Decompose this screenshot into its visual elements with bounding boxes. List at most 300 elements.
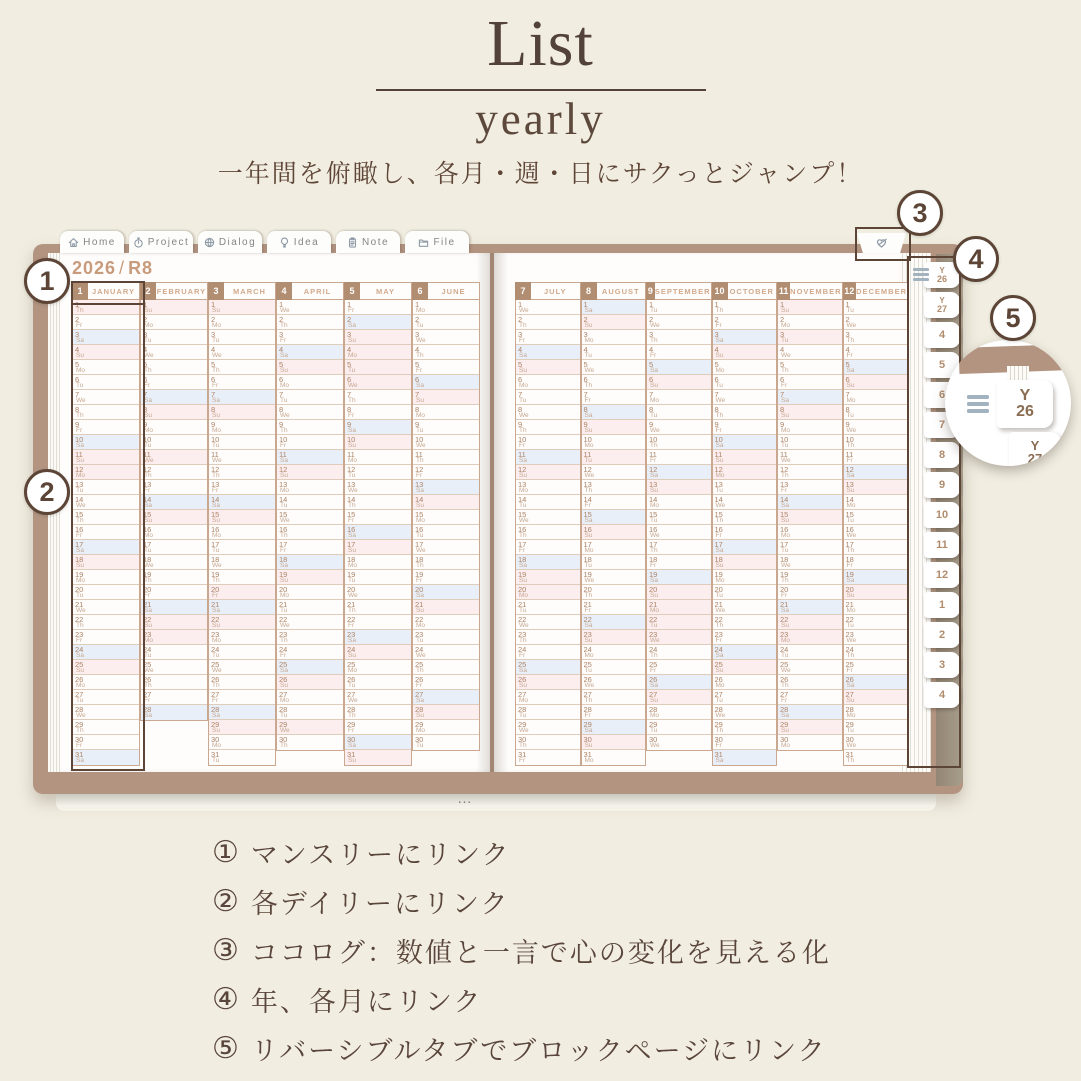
day-cell[interactable] bbox=[209, 450, 275, 465]
day-cell[interactable] bbox=[647, 675, 711, 690]
day-cell[interactable] bbox=[516, 675, 580, 690]
day-cell[interactable] bbox=[516, 360, 580, 375]
month-header[interactable] bbox=[515, 282, 581, 300]
day-cell[interactable] bbox=[713, 315, 777, 330]
day-cell[interactable] bbox=[844, 735, 908, 750]
day-cell[interactable] bbox=[209, 600, 275, 615]
day-cell[interactable] bbox=[413, 690, 479, 705]
day-cell[interactable] bbox=[647, 735, 711, 750]
day-cell[interactable] bbox=[713, 690, 777, 705]
side-tab-4[interactable]: 4 bbox=[924, 322, 960, 348]
day-cell[interactable] bbox=[345, 315, 411, 330]
day-cell[interactable] bbox=[345, 420, 411, 435]
day-cell[interactable] bbox=[713, 705, 777, 720]
day-cell[interactable] bbox=[345, 630, 411, 645]
day-cell[interactable] bbox=[413, 540, 479, 555]
day-cell[interactable] bbox=[141, 585, 207, 600]
day-cell[interactable] bbox=[345, 750, 411, 765]
day-cell[interactable] bbox=[516, 330, 580, 345]
day-cell[interactable] bbox=[778, 585, 842, 600]
day-cell[interactable] bbox=[209, 390, 275, 405]
day-cell[interactable] bbox=[647, 435, 711, 450]
side-tab-7[interactable]: 7 bbox=[924, 412, 960, 438]
day-cell[interactable] bbox=[778, 465, 842, 480]
day-cell[interactable] bbox=[778, 360, 842, 375]
day-cell[interactable] bbox=[277, 525, 343, 540]
day-cell[interactable] bbox=[345, 405, 411, 420]
day-cell[interactable] bbox=[141, 360, 207, 375]
day-cell[interactable] bbox=[844, 390, 908, 405]
day-cell[interactable] bbox=[778, 420, 842, 435]
day-cell[interactable] bbox=[345, 495, 411, 510]
day-cell[interactable] bbox=[713, 450, 777, 465]
day-cell[interactable] bbox=[713, 600, 777, 615]
day-cell[interactable] bbox=[778, 405, 842, 420]
day-cell[interactable] bbox=[844, 720, 908, 735]
day-cell[interactable] bbox=[209, 735, 275, 750]
day-cell[interactable] bbox=[582, 540, 646, 555]
day-cell[interactable] bbox=[209, 750, 275, 765]
month-header[interactable] bbox=[646, 282, 712, 300]
day-cell[interactable] bbox=[413, 510, 479, 525]
day-cell[interactable] bbox=[209, 690, 275, 705]
day-cell[interactable] bbox=[141, 630, 207, 645]
day-cell[interactable] bbox=[713, 750, 777, 765]
day-cell[interactable] bbox=[413, 315, 479, 330]
day-cell[interactable] bbox=[277, 570, 343, 585]
day-cell[interactable] bbox=[647, 450, 711, 465]
day-cell[interactable] bbox=[516, 405, 580, 420]
day-cell[interactable] bbox=[844, 555, 908, 570]
day-cell[interactable] bbox=[582, 435, 646, 450]
day-cell[interactable] bbox=[582, 525, 646, 540]
day-cell[interactable] bbox=[413, 465, 479, 480]
day-cell[interactable] bbox=[647, 345, 711, 360]
day-cell[interactable] bbox=[413, 600, 479, 615]
day-cell[interactable] bbox=[778, 600, 842, 615]
day-cell[interactable] bbox=[141, 555, 207, 570]
day-cell[interactable] bbox=[141, 570, 207, 585]
day-cell[interactable] bbox=[277, 720, 343, 735]
day-cell[interactable] bbox=[516, 570, 580, 585]
month-header[interactable] bbox=[581, 282, 647, 300]
day-cell[interactable] bbox=[713, 675, 777, 690]
day-cell[interactable] bbox=[277, 345, 343, 360]
day-cell[interactable] bbox=[647, 420, 711, 435]
day-cell[interactable] bbox=[141, 420, 207, 435]
side-tab-10[interactable]: 10 bbox=[924, 502, 960, 528]
day-cell[interactable] bbox=[277, 300, 343, 315]
side-tab-11[interactable]: 11 bbox=[924, 532, 960, 558]
day-cell[interactable] bbox=[844, 660, 908, 675]
day-cell[interactable] bbox=[277, 540, 343, 555]
day-cell[interactable] bbox=[413, 420, 479, 435]
day-cell[interactable] bbox=[516, 705, 580, 720]
day-cell[interactable] bbox=[844, 630, 908, 645]
day-cell[interactable] bbox=[582, 375, 646, 390]
day-cell[interactable] bbox=[582, 345, 646, 360]
day-cell[interactable] bbox=[516, 315, 580, 330]
day-cell[interactable] bbox=[345, 390, 411, 405]
day-cell[interactable] bbox=[277, 315, 343, 330]
day-cell[interactable] bbox=[778, 525, 842, 540]
day-cell[interactable] bbox=[844, 510, 908, 525]
day-cell[interactable] bbox=[713, 510, 777, 525]
side-tab-3[interactable]: 3 bbox=[924, 652, 960, 678]
day-cell[interactable] bbox=[582, 630, 646, 645]
day-cell[interactable] bbox=[647, 360, 711, 375]
day-cell[interactable] bbox=[413, 450, 479, 465]
day-cell[interactable] bbox=[277, 405, 343, 420]
day-cell[interactable] bbox=[413, 375, 479, 390]
day-cell[interactable] bbox=[647, 525, 711, 540]
day-cell[interactable] bbox=[277, 450, 343, 465]
month-header[interactable] bbox=[140, 282, 208, 300]
day-cell[interactable] bbox=[413, 675, 479, 690]
day-cell[interactable] bbox=[778, 345, 842, 360]
day-cell[interactable] bbox=[778, 540, 842, 555]
day-cell[interactable] bbox=[582, 465, 646, 480]
day-cell[interactable] bbox=[844, 480, 908, 495]
day-cell[interactable] bbox=[277, 630, 343, 645]
nav-tab-dialog[interactable] bbox=[198, 231, 262, 253]
day-cell[interactable] bbox=[713, 570, 777, 585]
day-cell[interactable] bbox=[778, 645, 842, 660]
day-cell[interactable] bbox=[345, 480, 411, 495]
day-cell[interactable] bbox=[209, 585, 275, 600]
day-cell[interactable] bbox=[516, 555, 580, 570]
day-cell[interactable] bbox=[713, 390, 777, 405]
day-cell[interactable] bbox=[345, 675, 411, 690]
day-cell[interactable] bbox=[413, 345, 479, 360]
day-cell[interactable] bbox=[413, 735, 479, 750]
day-cell[interactable] bbox=[582, 675, 646, 690]
day-cell[interactable] bbox=[141, 525, 207, 540]
day-cell[interactable] bbox=[277, 585, 343, 600]
month-header[interactable] bbox=[276, 282, 344, 300]
day-cell[interactable] bbox=[582, 750, 646, 765]
day-cell[interactable] bbox=[277, 435, 343, 450]
day-cell[interactable] bbox=[844, 300, 908, 315]
day-cell[interactable] bbox=[713, 630, 777, 645]
day-cell[interactable] bbox=[277, 495, 343, 510]
day-cell[interactable] bbox=[141, 330, 207, 345]
day-cell[interactable] bbox=[209, 660, 275, 675]
day-cell[interactable] bbox=[345, 720, 411, 735]
day-cell[interactable] bbox=[277, 735, 343, 750]
day-cell[interactable] bbox=[713, 735, 777, 750]
day-cell[interactable] bbox=[582, 585, 646, 600]
day-cell[interactable] bbox=[141, 495, 207, 510]
nav-tab-idea[interactable] bbox=[267, 231, 331, 253]
day-cell[interactable] bbox=[345, 300, 411, 315]
day-cell[interactable] bbox=[844, 315, 908, 330]
day-cell[interactable] bbox=[209, 480, 275, 495]
day-cell[interactable] bbox=[844, 615, 908, 630]
day-cell[interactable] bbox=[844, 450, 908, 465]
day-cell[interactable] bbox=[209, 495, 275, 510]
day-cell[interactable] bbox=[844, 585, 908, 600]
day-cell[interactable] bbox=[844, 690, 908, 705]
day-cell[interactable] bbox=[141, 315, 207, 330]
day-cell[interactable] bbox=[516, 435, 580, 450]
day-cell[interactable] bbox=[345, 570, 411, 585]
day-cell[interactable] bbox=[844, 345, 908, 360]
day-cell[interactable] bbox=[844, 495, 908, 510]
side-tab-8[interactable]: 8 bbox=[924, 442, 960, 468]
month-header[interactable] bbox=[412, 282, 480, 300]
nav-tab-file[interactable] bbox=[405, 231, 469, 253]
day-cell[interactable] bbox=[141, 375, 207, 390]
day-cell[interactable] bbox=[647, 555, 711, 570]
day-cell[interactable] bbox=[844, 375, 908, 390]
day-cell[interactable] bbox=[141, 690, 207, 705]
day-cell[interactable] bbox=[713, 585, 777, 600]
day-cell[interactable] bbox=[647, 690, 711, 705]
day-cell[interactable] bbox=[277, 555, 343, 570]
month-header[interactable] bbox=[208, 282, 276, 300]
day-cell[interactable] bbox=[413, 300, 479, 315]
day-cell[interactable] bbox=[413, 525, 479, 540]
day-cell[interactable] bbox=[516, 615, 580, 630]
day-cell[interactable] bbox=[582, 495, 646, 510]
day-cell[interactable] bbox=[844, 405, 908, 420]
day-cell[interactable] bbox=[516, 750, 580, 765]
day-cell[interactable] bbox=[778, 690, 842, 705]
day-cell[interactable] bbox=[778, 435, 842, 450]
day-cell[interactable] bbox=[413, 705, 479, 720]
day-cell[interactable] bbox=[516, 495, 580, 510]
day-cell[interactable] bbox=[778, 300, 842, 315]
day-cell[interactable] bbox=[713, 540, 777, 555]
day-cell[interactable] bbox=[413, 660, 479, 675]
day-cell[interactable] bbox=[413, 645, 479, 660]
day-cell[interactable] bbox=[778, 660, 842, 675]
day-cell[interactable] bbox=[345, 540, 411, 555]
day-cell[interactable] bbox=[582, 735, 646, 750]
day-cell[interactable] bbox=[277, 675, 343, 690]
day-cell[interactable] bbox=[516, 585, 580, 600]
day-cell[interactable] bbox=[516, 450, 580, 465]
day-cell[interactable] bbox=[516, 645, 580, 660]
day-cell[interactable] bbox=[413, 630, 479, 645]
day-cell[interactable] bbox=[209, 540, 275, 555]
day-cell[interactable] bbox=[778, 735, 842, 750]
day-cell[interactable] bbox=[209, 420, 275, 435]
day-cell[interactable] bbox=[647, 510, 711, 525]
day-cell[interactable] bbox=[844, 420, 908, 435]
day-cell[interactable] bbox=[778, 630, 842, 645]
day-cell[interactable] bbox=[582, 690, 646, 705]
day-cell[interactable] bbox=[516, 420, 580, 435]
day-cell[interactable] bbox=[277, 330, 343, 345]
day-cell[interactable] bbox=[713, 360, 777, 375]
day-cell[interactable] bbox=[647, 570, 711, 585]
day-cell[interactable] bbox=[141, 510, 207, 525]
month-header[interactable] bbox=[777, 282, 843, 300]
day-cell[interactable] bbox=[713, 645, 777, 660]
day-cell[interactable] bbox=[345, 660, 411, 675]
day-cell[interactable] bbox=[713, 495, 777, 510]
side-tab-4[interactable]: 4 bbox=[924, 682, 960, 708]
day-cell[interactable] bbox=[209, 300, 275, 315]
day-cell[interactable] bbox=[582, 420, 646, 435]
day-cell[interactable] bbox=[713, 465, 777, 480]
day-cell[interactable] bbox=[844, 360, 908, 375]
day-cell[interactable] bbox=[844, 465, 908, 480]
day-cell[interactable] bbox=[713, 330, 777, 345]
side-tab-1[interactable]: 1 bbox=[924, 592, 960, 618]
day-cell[interactable] bbox=[345, 345, 411, 360]
day-cell[interactable] bbox=[713, 405, 777, 420]
day-cell[interactable] bbox=[413, 330, 479, 345]
side-tab-9[interactable]: 9 bbox=[924, 472, 960, 498]
day-cell[interactable] bbox=[209, 705, 275, 720]
day-cell[interactable] bbox=[345, 375, 411, 390]
day-cell[interactable] bbox=[582, 615, 646, 630]
day-cell[interactable] bbox=[209, 465, 275, 480]
day-cell[interactable] bbox=[713, 375, 777, 390]
day-cell[interactable] bbox=[647, 480, 711, 495]
month-header[interactable] bbox=[843, 282, 909, 300]
day-cell[interactable] bbox=[141, 540, 207, 555]
day-cell[interactable] bbox=[141, 345, 207, 360]
day-cell[interactable] bbox=[277, 465, 343, 480]
day-cell[interactable] bbox=[345, 465, 411, 480]
day-cell[interactable] bbox=[141, 645, 207, 660]
day-cell[interactable] bbox=[713, 480, 777, 495]
day-cell[interactable] bbox=[277, 660, 343, 675]
day-cell[interactable] bbox=[844, 675, 908, 690]
day-cell[interactable] bbox=[277, 390, 343, 405]
day-cell[interactable] bbox=[516, 390, 580, 405]
day-cell[interactable] bbox=[582, 450, 646, 465]
day-cell[interactable] bbox=[277, 615, 343, 630]
day-cell[interactable] bbox=[778, 720, 842, 735]
day-cell[interactable] bbox=[345, 360, 411, 375]
day-cell[interactable] bbox=[277, 360, 343, 375]
day-cell[interactable] bbox=[713, 300, 777, 315]
day-cell[interactable] bbox=[277, 375, 343, 390]
day-cell[interactable] bbox=[209, 570, 275, 585]
day-cell[interactable] bbox=[277, 645, 343, 660]
day-cell[interactable] bbox=[413, 555, 479, 570]
day-cell[interactable] bbox=[647, 705, 711, 720]
day-cell[interactable] bbox=[209, 525, 275, 540]
day-cell[interactable] bbox=[345, 615, 411, 630]
day-cell[interactable] bbox=[345, 585, 411, 600]
day-cell[interactable] bbox=[141, 465, 207, 480]
day-cell[interactable] bbox=[647, 300, 711, 315]
day-cell[interactable] bbox=[209, 510, 275, 525]
day-cell[interactable] bbox=[413, 585, 479, 600]
day-cell[interactable] bbox=[413, 390, 479, 405]
day-cell[interactable] bbox=[582, 330, 646, 345]
day-cell[interactable] bbox=[345, 735, 411, 750]
day-cell[interactable] bbox=[647, 405, 711, 420]
day-cell[interactable] bbox=[582, 705, 646, 720]
day-cell[interactable] bbox=[582, 600, 646, 615]
day-cell[interactable] bbox=[277, 705, 343, 720]
day-cell[interactable] bbox=[141, 660, 207, 675]
day-cell[interactable] bbox=[141, 390, 207, 405]
day-cell[interactable] bbox=[516, 465, 580, 480]
day-cell[interactable] bbox=[582, 660, 646, 675]
day-cell[interactable] bbox=[209, 360, 275, 375]
day-cell[interactable] bbox=[516, 600, 580, 615]
month-header[interactable] bbox=[344, 282, 412, 300]
day-cell[interactable] bbox=[516, 510, 580, 525]
day-cell[interactable] bbox=[713, 345, 777, 360]
day-cell[interactable] bbox=[778, 705, 842, 720]
day-cell[interactable] bbox=[713, 420, 777, 435]
nav-tab-home[interactable] bbox=[60, 231, 124, 253]
side-tab-2[interactable]: 2 bbox=[924, 622, 960, 648]
day-cell[interactable] bbox=[209, 330, 275, 345]
day-cell[interactable] bbox=[345, 510, 411, 525]
day-cell[interactable] bbox=[413, 360, 479, 375]
day-cell[interactable] bbox=[516, 300, 580, 315]
day-cell[interactable] bbox=[345, 435, 411, 450]
day-cell[interactable] bbox=[713, 720, 777, 735]
day-cell[interactable] bbox=[778, 555, 842, 570]
day-cell[interactable] bbox=[844, 525, 908, 540]
side-tab-12[interactable]: 12 bbox=[924, 562, 960, 588]
day-cell[interactable] bbox=[345, 645, 411, 660]
day-cell[interactable] bbox=[713, 555, 777, 570]
day-cell[interactable] bbox=[582, 405, 646, 420]
day-cell[interactable] bbox=[582, 480, 646, 495]
day-cell[interactable] bbox=[582, 360, 646, 375]
day-cell[interactable] bbox=[209, 345, 275, 360]
day-cell[interactable] bbox=[713, 435, 777, 450]
day-cell[interactable] bbox=[141, 675, 207, 690]
day-cell[interactable] bbox=[778, 480, 842, 495]
day-cell[interactable] bbox=[516, 630, 580, 645]
day-cell[interactable] bbox=[647, 645, 711, 660]
day-cell[interactable] bbox=[647, 495, 711, 510]
day-cell[interactable] bbox=[582, 570, 646, 585]
day-cell[interactable] bbox=[413, 495, 479, 510]
day-cell[interactable] bbox=[844, 330, 908, 345]
day-cell[interactable] bbox=[778, 615, 842, 630]
day-cell[interactable] bbox=[647, 540, 711, 555]
day-cell[interactable] bbox=[582, 315, 646, 330]
day-cell[interactable] bbox=[778, 375, 842, 390]
day-cell[interactable] bbox=[516, 480, 580, 495]
day-cell[interactable] bbox=[209, 375, 275, 390]
day-cell[interactable] bbox=[277, 510, 343, 525]
day-cell[interactable] bbox=[647, 330, 711, 345]
day-cell[interactable] bbox=[516, 345, 580, 360]
day-cell[interactable] bbox=[277, 690, 343, 705]
day-cell[interactable] bbox=[141, 705, 207, 720]
day-cell[interactable] bbox=[582, 645, 646, 660]
day-cell[interactable] bbox=[345, 690, 411, 705]
day-cell[interactable] bbox=[345, 330, 411, 345]
day-cell[interactable] bbox=[647, 630, 711, 645]
day-cell[interactable] bbox=[778, 315, 842, 330]
day-cell[interactable] bbox=[647, 720, 711, 735]
day-cell[interactable] bbox=[413, 480, 479, 495]
day-cell[interactable] bbox=[413, 405, 479, 420]
day-cell[interactable] bbox=[844, 570, 908, 585]
day-cell[interactable] bbox=[141, 405, 207, 420]
nav-tab-note[interactable] bbox=[336, 231, 400, 253]
day-cell[interactable] bbox=[582, 510, 646, 525]
day-cell[interactable] bbox=[778, 510, 842, 525]
side-tab-6[interactable]: 6 bbox=[924, 382, 960, 408]
